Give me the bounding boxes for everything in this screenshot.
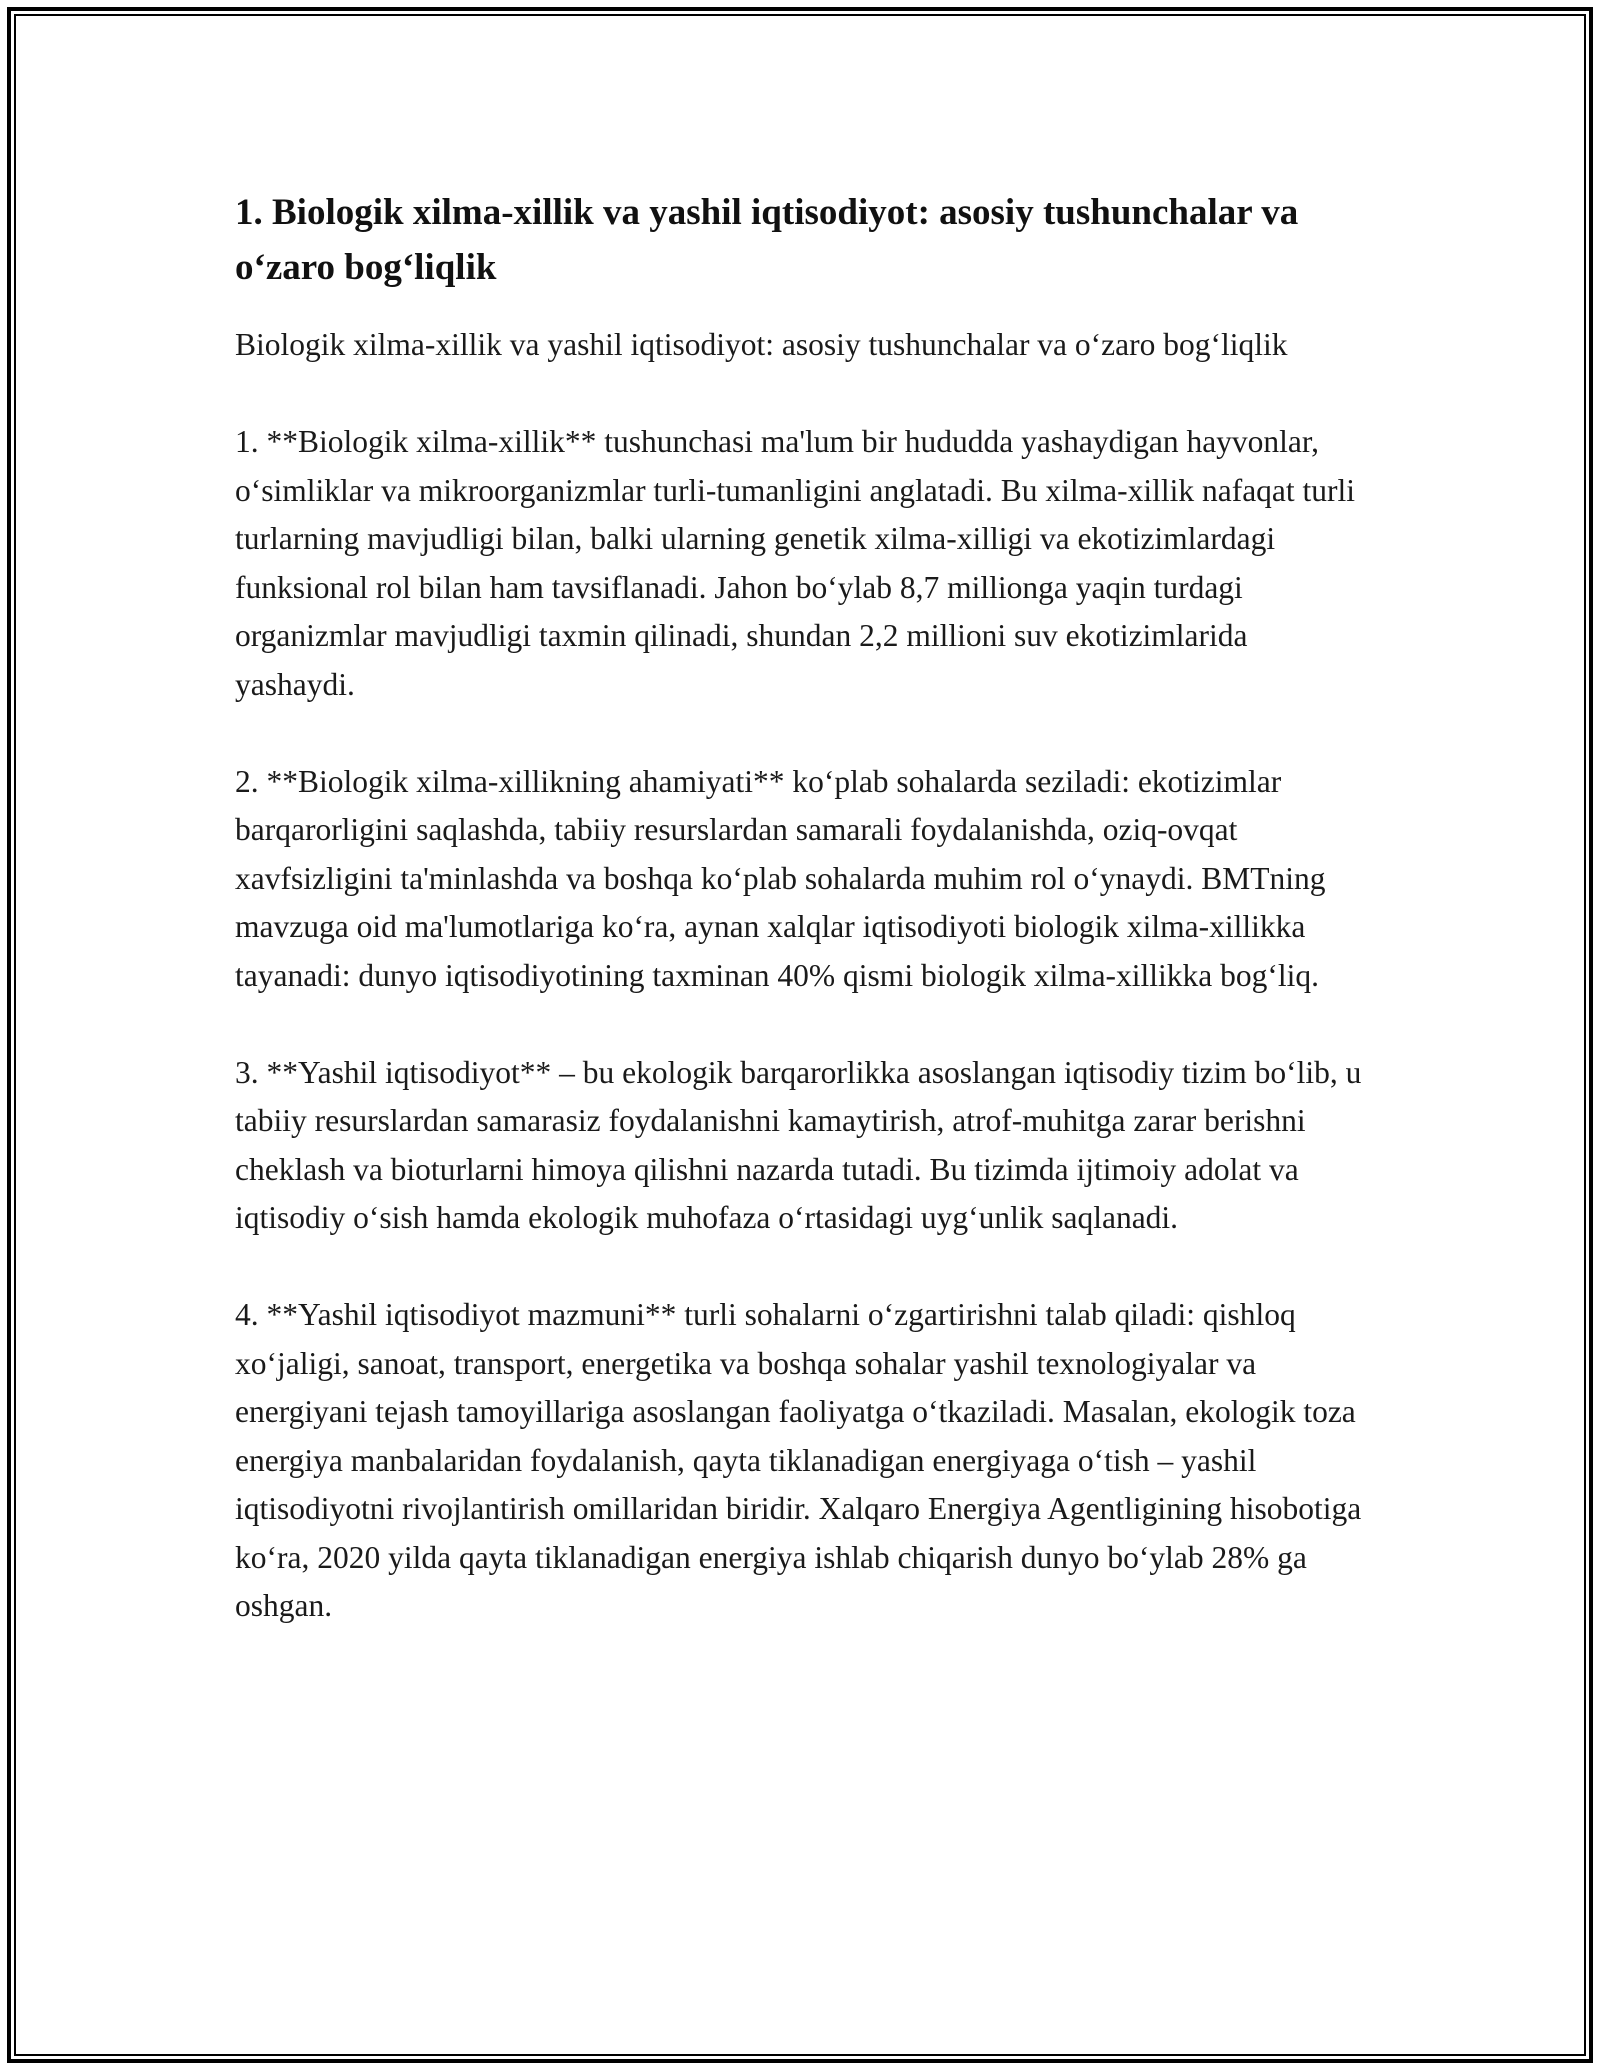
paragraph-2: 2. **Biologik xilma-xillikning ahamiyati** ko‘plab sohalarda seziladi: ekotizimlar barqarorligini saqlashda, tabiiy resurslardan samarali foydalanishda, oziq-ovqat xavfsizligini ta'minlashda va boshqa ko‘plab sohalarda muhim rol o‘ynaydi. BMTning mavzuga oid ma'lumotlariga ko‘ra, aynan xalqlar iqtisodiyoti biologik xilma-xillikka tayanadi: dunyo iqtisodiyotining taxminan 40% qismi biologik xilma-xillikka bog‘liq.	[235, 763, 1326, 993]
document-subtitle: Biologik xilma-xillik va yashil iqtisodiyot: asosiy tushunchalar va o‘zaro bog‘liqlik	[235, 327, 1288, 362]
paragraph-3: 3. **Yashil iqtisodiyot** – bu ekologik barqarorlikka asoslangan iqtisodiy tizim bo‘lib, u tabiiy resurslardan samarasiz foydalanishni kamaytirish, atrof-muhitga zarar berishni cheklash va bioturlarni himoya qilishni nazarda tutadi. Bu tizimda ijtimoiy adolat va iqtisodiy o‘sish hamda ekologik muhofaza o‘rtasidagi uyg‘unlik saqlanadi.	[235, 1054, 1362, 1235]
paragraph-1: 1. **Biologik xilma-xillik** tushunchasi ma'lum bir hududda yashaydigan hayvonlar, o‘simliklar va mikroorganizmlar turli-tumanligini anglatadi. Bu xilma-xillik nafaqat turli turlarning mavjudligi bilan, balki ularning genetik xilma-xilligi va ekotizimlardagi funksional rol bilan ham tavsiflanadi. Jahon bo‘ylab 8,7 millionga yaqin turdagi organizmlar mavjudligi taxmin qilinadi, shundan 2,2 millioni suv ekotizimlarida yashaydi.	[235, 424, 1356, 702]
document-body	[235, 185, 1370, 1679]
document-title: 1. Biologik xilma-xillik va yashil iqtisodiyot: asosiy tushunchalar va o‘zaro bog‘liqlik	[235, 192, 1299, 288]
paragraph-4: 4. **Yashil iqtisodiyot mazmuni** turli sohalarni o‘zgartirishni talab qiladi: qishloq xo‘jaligi, sanoat, transport, energetika va boshqa sohalar yashil texnologiyalar va energiyani tejash tamoyillariga asoslangan faoliyatga o‘tkaziladi. Masalan, ekologik toza energiya manbalaridan foydalanish, qayta tiklanadigan energiyaga o‘tish – yashil iqtisodiyotni rivojlantirish omillaridan biridir. Xalqaro Energiya Agentligining hisobotiga ko‘ra, 2020 yilda qayta tiklanadigan energiya ishlab chiqarish dunyo bo‘ylab 28% ga oshgan.	[235, 1297, 1362, 1623]
